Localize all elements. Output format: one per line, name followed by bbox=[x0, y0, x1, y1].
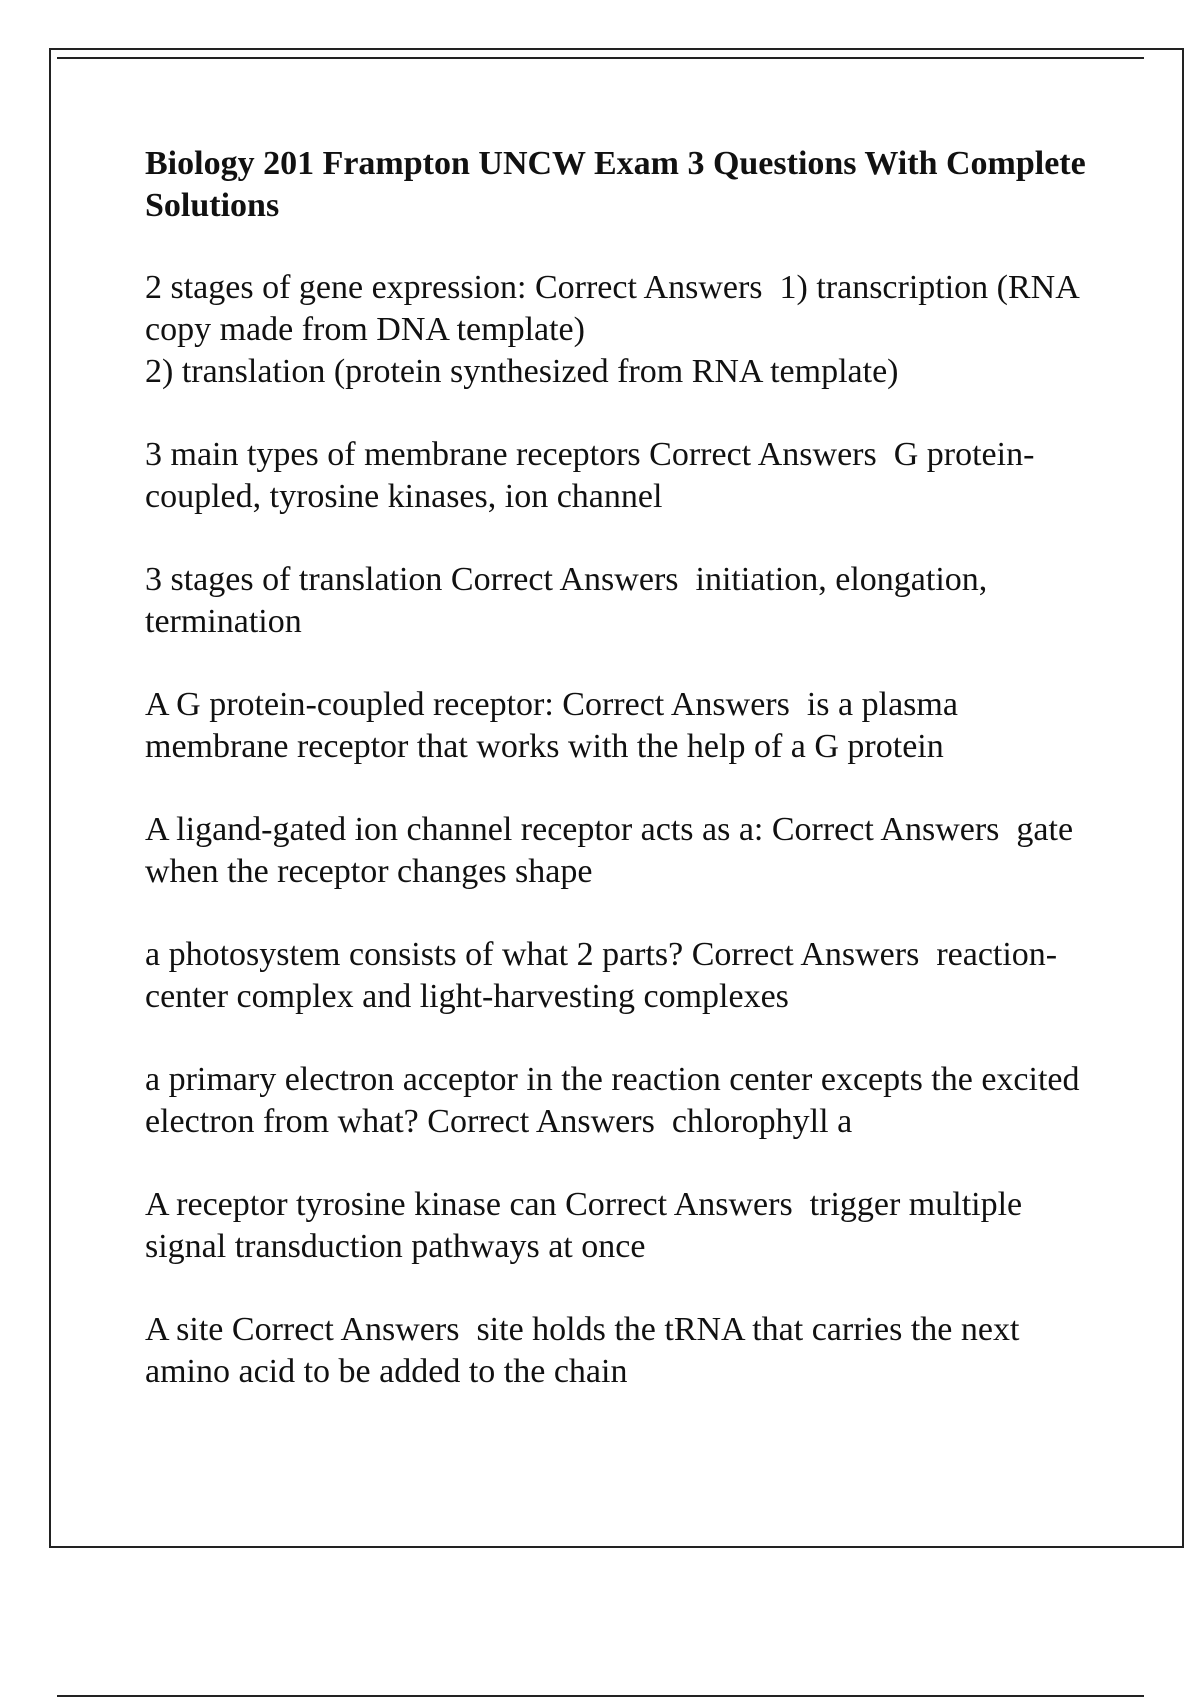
qa-item: A G protein-coupled receptor: Correct Answers is a plasma membrane receptor that works with the help of a G protein bbox=[145, 686, 967, 765]
document-title: Biology 201 Frampton UNCW Exam 3 Questions With Complete Solutions bbox=[145, 145, 1086, 224]
qa-item: 2 stages of gene expression: Correct Answers 1) transcription (RNA copy made from DNA template) 2) translation (protein synthesized from RNA template) bbox=[145, 269, 1078, 390]
qa-item: A ligand-gated ion channel receptor acts as a: Correct Answers gate when the receptor changes shape bbox=[145, 811, 1082, 890]
qa-item: a photosystem consists of what 2 parts? Correct Answers reaction-center complex and light-harvesting complexes bbox=[145, 936, 1058, 1015]
document-body bbox=[145, 143, 1105, 1434]
qa-item: a primary electron acceptor in the reaction center excepts the excited electron from what? Correct Answers chlorophyll a bbox=[145, 1061, 1089, 1140]
footer-rule bbox=[57, 1695, 1144, 1697]
qa-item: A site Correct Answers site holds the tRNA that carries the next amino acid to be added to the chain bbox=[145, 1311, 1028, 1390]
qa-item: 3 main types of membrane receptors Correct Answers G protein-coupled, tyrosine kinases, ion channel bbox=[145, 436, 1035, 515]
qa-item: A receptor tyrosine kinase can Correct Answers trigger multiple signal transduction pathways at once bbox=[145, 1186, 1031, 1265]
qa-item: 3 stages of translation Correct Answers initiation, elongation, termination bbox=[145, 561, 996, 640]
header-rule bbox=[57, 57, 1144, 59]
